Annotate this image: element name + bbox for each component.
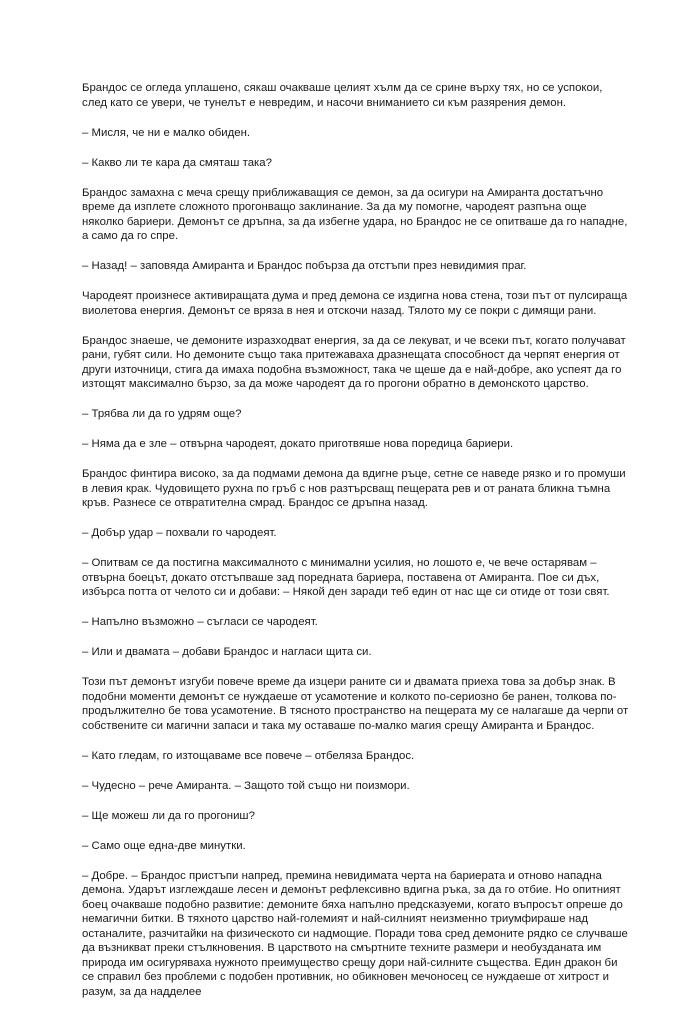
paragraph: Този път демонът изгуби повече време да изцери раните си и двамата приеха това за добър знак. В подобни моменти демонът се нуждаеше от усамотение и колкото по-сериозно бе ранен, толкова по-продължително бе това усамотение. В тясното пространство на пещерата му се налагаше да черпи от собствените си магични запаси и така му оставаше по-малко магия срещу Амиранта и Брандос. bbox=[82, 676, 629, 732]
dialogue-line: – Чудесно – рече Амиранта. – Защото той също ни поизмори. bbox=[82, 779, 410, 792]
dialogue-line: – Мисля, че ни е малко обиден. bbox=[82, 126, 251, 139]
dialogue-line: – Назад! – заповяда Амиранта и Брандос побърза да отстъпи през невидимия праг. bbox=[82, 260, 527, 272]
dialogue-line: – Или и двамата – добави Брандос и нагласи щита си. bbox=[82, 646, 372, 658]
document-body bbox=[82, 81, 630, 1015]
paragraph: Брандос се огледа уплашено, сякаш очакваше целият хълм да се срине върху тях, но се успокои, след като се увери, че тунелът е невредим, и насочи вниманието си към разярения демон. bbox=[82, 82, 603, 109]
dialogue-line: – Ще можеш ли да го прогониш? bbox=[82, 809, 255, 822]
dialogue-line: – Като гледам, го изтощаваме все повече – отбеляза Брандос. bbox=[82, 749, 415, 762]
paragraph: Брандос знаеше, че демоните изразходват енергия, за да се лекуват, и че всеки път, когато получават рани, губят сили. Но демоните също така притежаваха дразнещата способност да черпят енергия от други източници, стига да имаха подобна възможност, така че щеше да е най-добре, ако успеят да го изтощят максимално бързо, за да може чародеят да го прогони обратно в демонското царство. bbox=[82, 334, 626, 390]
dialogue-line: – Само още една-две минутки. bbox=[82, 839, 246, 852]
paragraph: Брандос финтира високо, за да подмами демона да вдигне ръце, сетне се наведе рязко и го промуши в левия крак. Чудовището рухна по гръб с нов разтърсващ пещерата рев и от раната бликна тъмна кръв. Разнесе се отвратителна смрад. Брандос се дръпна назад. bbox=[82, 468, 626, 509]
paragraph: Чародеят произнесе активиращата дума и пред демона се издигна нова стена, този път от пулсираща виолетова енергия. Демонът се вряза в нея и отскочи назад. Тялото му се покри с димящи рани. bbox=[82, 290, 628, 317]
dialogue-line: – Напълно възможно – съгласи се чародеят. bbox=[82, 616, 318, 628]
dialogue-line: – Няма да е зле – отвърна чародеят, докато приготвяше нова поредица бариери. bbox=[82, 438, 514, 450]
dialogue-line: – Добър удар – похвали го чародеят. bbox=[82, 527, 277, 539]
dialogue-line: – Опитвам се да постигна максималното с минимални усилия, но лошото е, че вече остарявам – отвърна боецът, докато отстъпваше зад поредната бариера, поставена от Амиранта. Пое си дъх, избърса потта от челото си и добави: – Някой ден заради теб един от нас ще си отиде от този свят. bbox=[82, 557, 610, 598]
paragraph: – Добре. – Брандос пристъпи напред, премина невидимата черта на бариерата и отново нападна демона. Ударът изглеждаше лесен и демонът рефлексивно вдигна ръка, за да го отбие. Но опитният боец очакваше подобно развитие: демоните бяха напълно предсказуеми, когато въпросът опреше до немагични битки. В тяхното царство най-големият и най-силният неизменно триумфираше над останалите, разчитайки на физическото си надмощие. Поради това сред демоните рядко се случваше да възникват преки стълкновения. В царството на смъртните техните размери и необузданата им природа им осигуряваха нужното преимущество срещу дори най-силните същества. Един дракон би се справил без проблеми с подобен противник, но обикновен мечоносец се нуждаеше от хитрост и разум, за да надделее bbox=[82, 869, 628, 998]
dialogue-line: – Какво ли те кара да смяташ така? bbox=[82, 156, 272, 169]
dialogue-line: – Трябва ли да го удрям още? bbox=[82, 408, 242, 420]
paragraph: Брандос замахна с меча срещу приближаващия се демон, за да осигури на Амиранта достатъчно време да изплете сложното прогонващо заклинание. За да му помогне, чародеят разпъна още няколко бариери. Демонът се дръпна, за да избегне удара, но Брандос не се опитваше да го нападне, а само да го спре. bbox=[82, 186, 628, 242]
